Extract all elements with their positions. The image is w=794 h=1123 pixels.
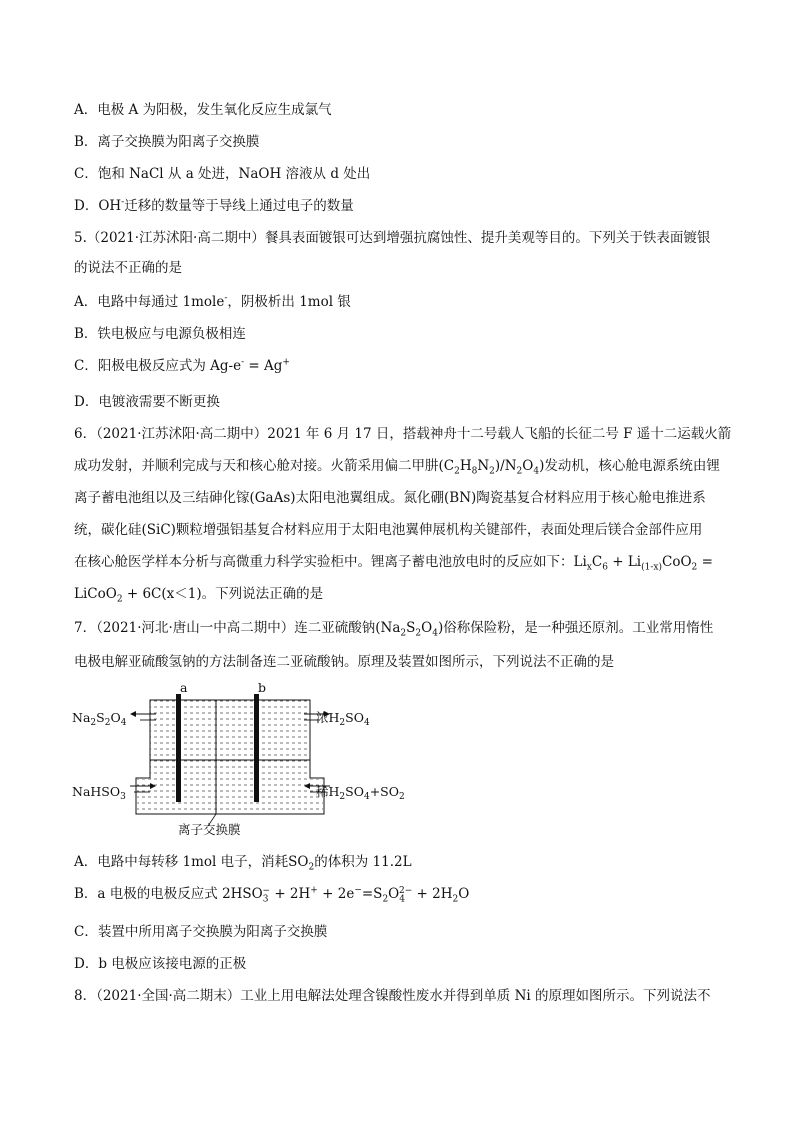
q6-stem-line5: 在核心舱医学样本分析与高微重力科学实验柜中。锂离子蓄电池放电时的反应如下：$Li_xC_6 + Li_{(1-x)}CoO_2$ = bbox=[74, 554, 713, 573]
q8-stem-line1: 8．（2021·全国·高二期末）工业上用电解法处理含镍酸性废水并得到单质 Ni 的原理如图所示。下列说法不 bbox=[74, 988, 711, 1004]
electrode-a bbox=[176, 694, 181, 802]
q7-option-b: B．a 电极的电极反应式 $2HSO_3^- + 2H^+ + 2e^-=S_2O_4^{2-} + 2H_2O$ bbox=[74, 885, 470, 905]
electrode-b-label: b bbox=[258, 680, 267, 695]
q5-option-b: B．铁电极应与电源负极相连 bbox=[74, 326, 246, 342]
electrode-b bbox=[254, 694, 259, 802]
q7-option-d: D．b 电极应该接电源的正极 bbox=[74, 956, 247, 972]
q7-stem-line2: 电极电解亚硫酸氢钠的方法制备连二亚硫酸钠。原理及装置如图所示，下列说法不正确的是 bbox=[74, 654, 614, 670]
q7-option-a: A．电路中每转移 1mol 电子，消耗$SO_2$的体积为 11.2L bbox=[74, 854, 412, 873]
label-nahso3: NaHSO$_3$ bbox=[72, 784, 126, 802]
q7-option-c: C．装置中所用离子交换膜为阳离子交换膜 bbox=[74, 924, 328, 940]
q4-option-d: D．OH-迁移的数量等于导线上通过电子的数量 bbox=[74, 197, 354, 214]
q6-stem-line3: 离子蓄电池组以及三结砷化镓(GaAs)太阳电池翼组成。氮化硼(BN)陶瓷基复合材料应用于核心舱电推进系 bbox=[74, 490, 706, 506]
cell-upper-body bbox=[150, 700, 310, 760]
q5-option-a: A．电路中每通过 1mole-，阴极析出 1mol 银 bbox=[74, 293, 351, 310]
q6-stem-line6: LiCoO$_2$ + 6C(x＜1)。下列说法正确的是 bbox=[74, 586, 324, 605]
q5-option-d: D．电镀液需要不断更换 bbox=[74, 394, 220, 410]
q5-stem-line1: 5.（2021·江苏沭阳·高二期中）餐具表面镀银可达到增强抗腐蚀性、提升美观等目的。下列关于铁表面镀银 bbox=[74, 230, 711, 246]
label-ion-exchange-membrane: 离子交换膜 bbox=[178, 822, 241, 837]
label-conc-h2so4: 浓$H_2SO_4$ bbox=[316, 710, 370, 728]
q4-option-b: B．离子交换膜为阳离子交换膜 bbox=[74, 134, 260, 150]
q5-stem-line2: 的说法不正确的是 bbox=[74, 260, 182, 276]
q4-option-c: C．饱和 NaCl 从 a 处进，NaOH 溶液从 d 处出 bbox=[74, 166, 371, 182]
label-na2s2o4: $Na_2S_2O_4$ bbox=[72, 710, 127, 728]
electrode-a-label: a bbox=[180, 680, 188, 695]
q4-option-a: A．电极 A 为阳极，发生氧化反应生成氯气 bbox=[74, 102, 332, 118]
q6-stem-line4: 统，碳化硅(SiC)颗粒增强铝基复合材料应用于太阳电池翼伸展机构关键部件，表面处理后镁合金部件应用 bbox=[74, 522, 703, 538]
q6-stem-line2: 成功发射，并顺利完成与天和核心舱对接。火箭采用偏二甲肼$(C_2H_8N_2)/N_2O_4$)发动机，核心舱电源系统由锂 bbox=[74, 458, 720, 477]
cell-lower-body bbox=[136, 760, 324, 814]
electrolysis-cell-diagram bbox=[70, 680, 430, 840]
label-dilute-h2so4-so2: 稀$H_2SO_4+SO_2$ bbox=[316, 784, 405, 802]
q7-stem-line1: 7．（2021·河北·唐山一中高二期中）连二亚硫酸钠$(Na_2S_2O_4)$俗称保险粉，是一种强还原剂。工业常用惰性 bbox=[74, 620, 714, 639]
q5-option-c: C．阳极电极反应式为 Ag-e- = Ag+ bbox=[74, 357, 290, 374]
q6-stem-line1: 6．（2021·江苏沭阳·高二期中）2021 年 6 月 17 日，搭载神舟十二号载人飞船的长征二号 F 遥十二运载火箭 bbox=[74, 426, 732, 442]
